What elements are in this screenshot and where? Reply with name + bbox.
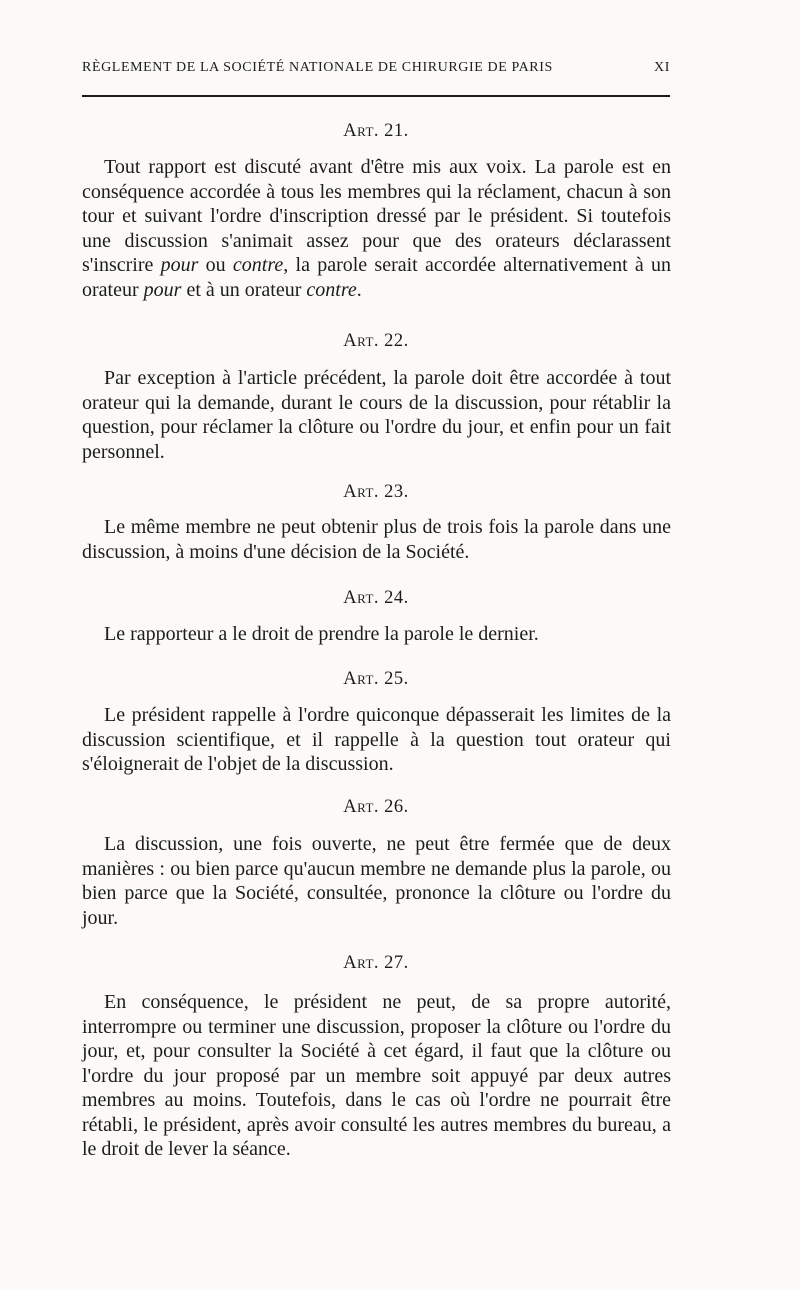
article-26-title: Art. 26.	[343, 797, 409, 817]
article-26-text: La discussion, une fois ouverte, ne peut être fermée que de deux manières : ou bien parce qu'aucun membre ne demande plus la parole, ou bien parce que la Société, consultée, prononce la clôture ou l'ordre du jour.	[82, 833, 671, 929]
article-27-text: En conséquence, le président ne peut, de sa propre autorité, interrompre ou terminer une discussion, proposer la clôture ou l'ordre du jour, et, pour consulter la Société à cet égard, il faut que la clôture ou l'ordre du jour proposé par un membre soit appuyé par deux autres membres au moins. Toutefois, dans le cas où l'ordre ne pourrait être rétabli, le président, après avoir consulté les autres membres du bureau, a le droit de lever la séance.	[82, 991, 671, 1160]
header-rule	[82, 95, 670, 97]
page-number: XI	[654, 60, 670, 75]
article-21-text: Tout rapport est discuté avant d'être mis aux voix. La parole est en conséquence accordée à tous les membres qui la réclament, chacun à son tour et suivant l'ordre d'inscription dressé par le président. Si toutefois une discussion s'animait assez pour que des orateurs déclarassent s'inscrire pour ou contre, la parole serait accordée alternativement à un orateur pour et à un orateur contre.	[82, 156, 672, 301]
article-23-text: Le même membre ne peut obtenir plus de trois fois la parole dans une discussion, à moins d'une décision de la Société.	[82, 516, 671, 563]
article-21-title: Art. 21.	[343, 121, 409, 141]
article-25-text: Le président rappelle à l'ordre quiconque dépasserait les limites de la discussion scientifique, et il rappelle à la question tout orateur qui s'éloignerait de l'objet de la discussion.	[82, 704, 671, 775]
article-23-title: Art. 23.	[343, 482, 409, 502]
article-27-title: Art. 27.	[343, 953, 409, 973]
article-25-title: Art. 25.	[343, 669, 409, 689]
article-24-text: Le rapporteur a le droit de prendre la parole le dernier.	[104, 623, 539, 645]
article-22-text: Par exception à l'article précédent, la parole doit être accordée à tout orateur qui la demande, durant le cours de la discussion, pour rétablir la question, pour réclamer la clôture ou l'ordre du jour, et enfin pour un fait personnel.	[82, 367, 671, 463]
running-head	[82, 60, 670, 76]
article-24-title: Art. 24.	[343, 588, 409, 608]
running-title: RÈGLEMENT DE LA SOCIÉTÉ NATIONALE DE CHIRURGIE DE PARIS	[82, 60, 553, 75]
article-22-title: Art. 22.	[343, 331, 409, 351]
